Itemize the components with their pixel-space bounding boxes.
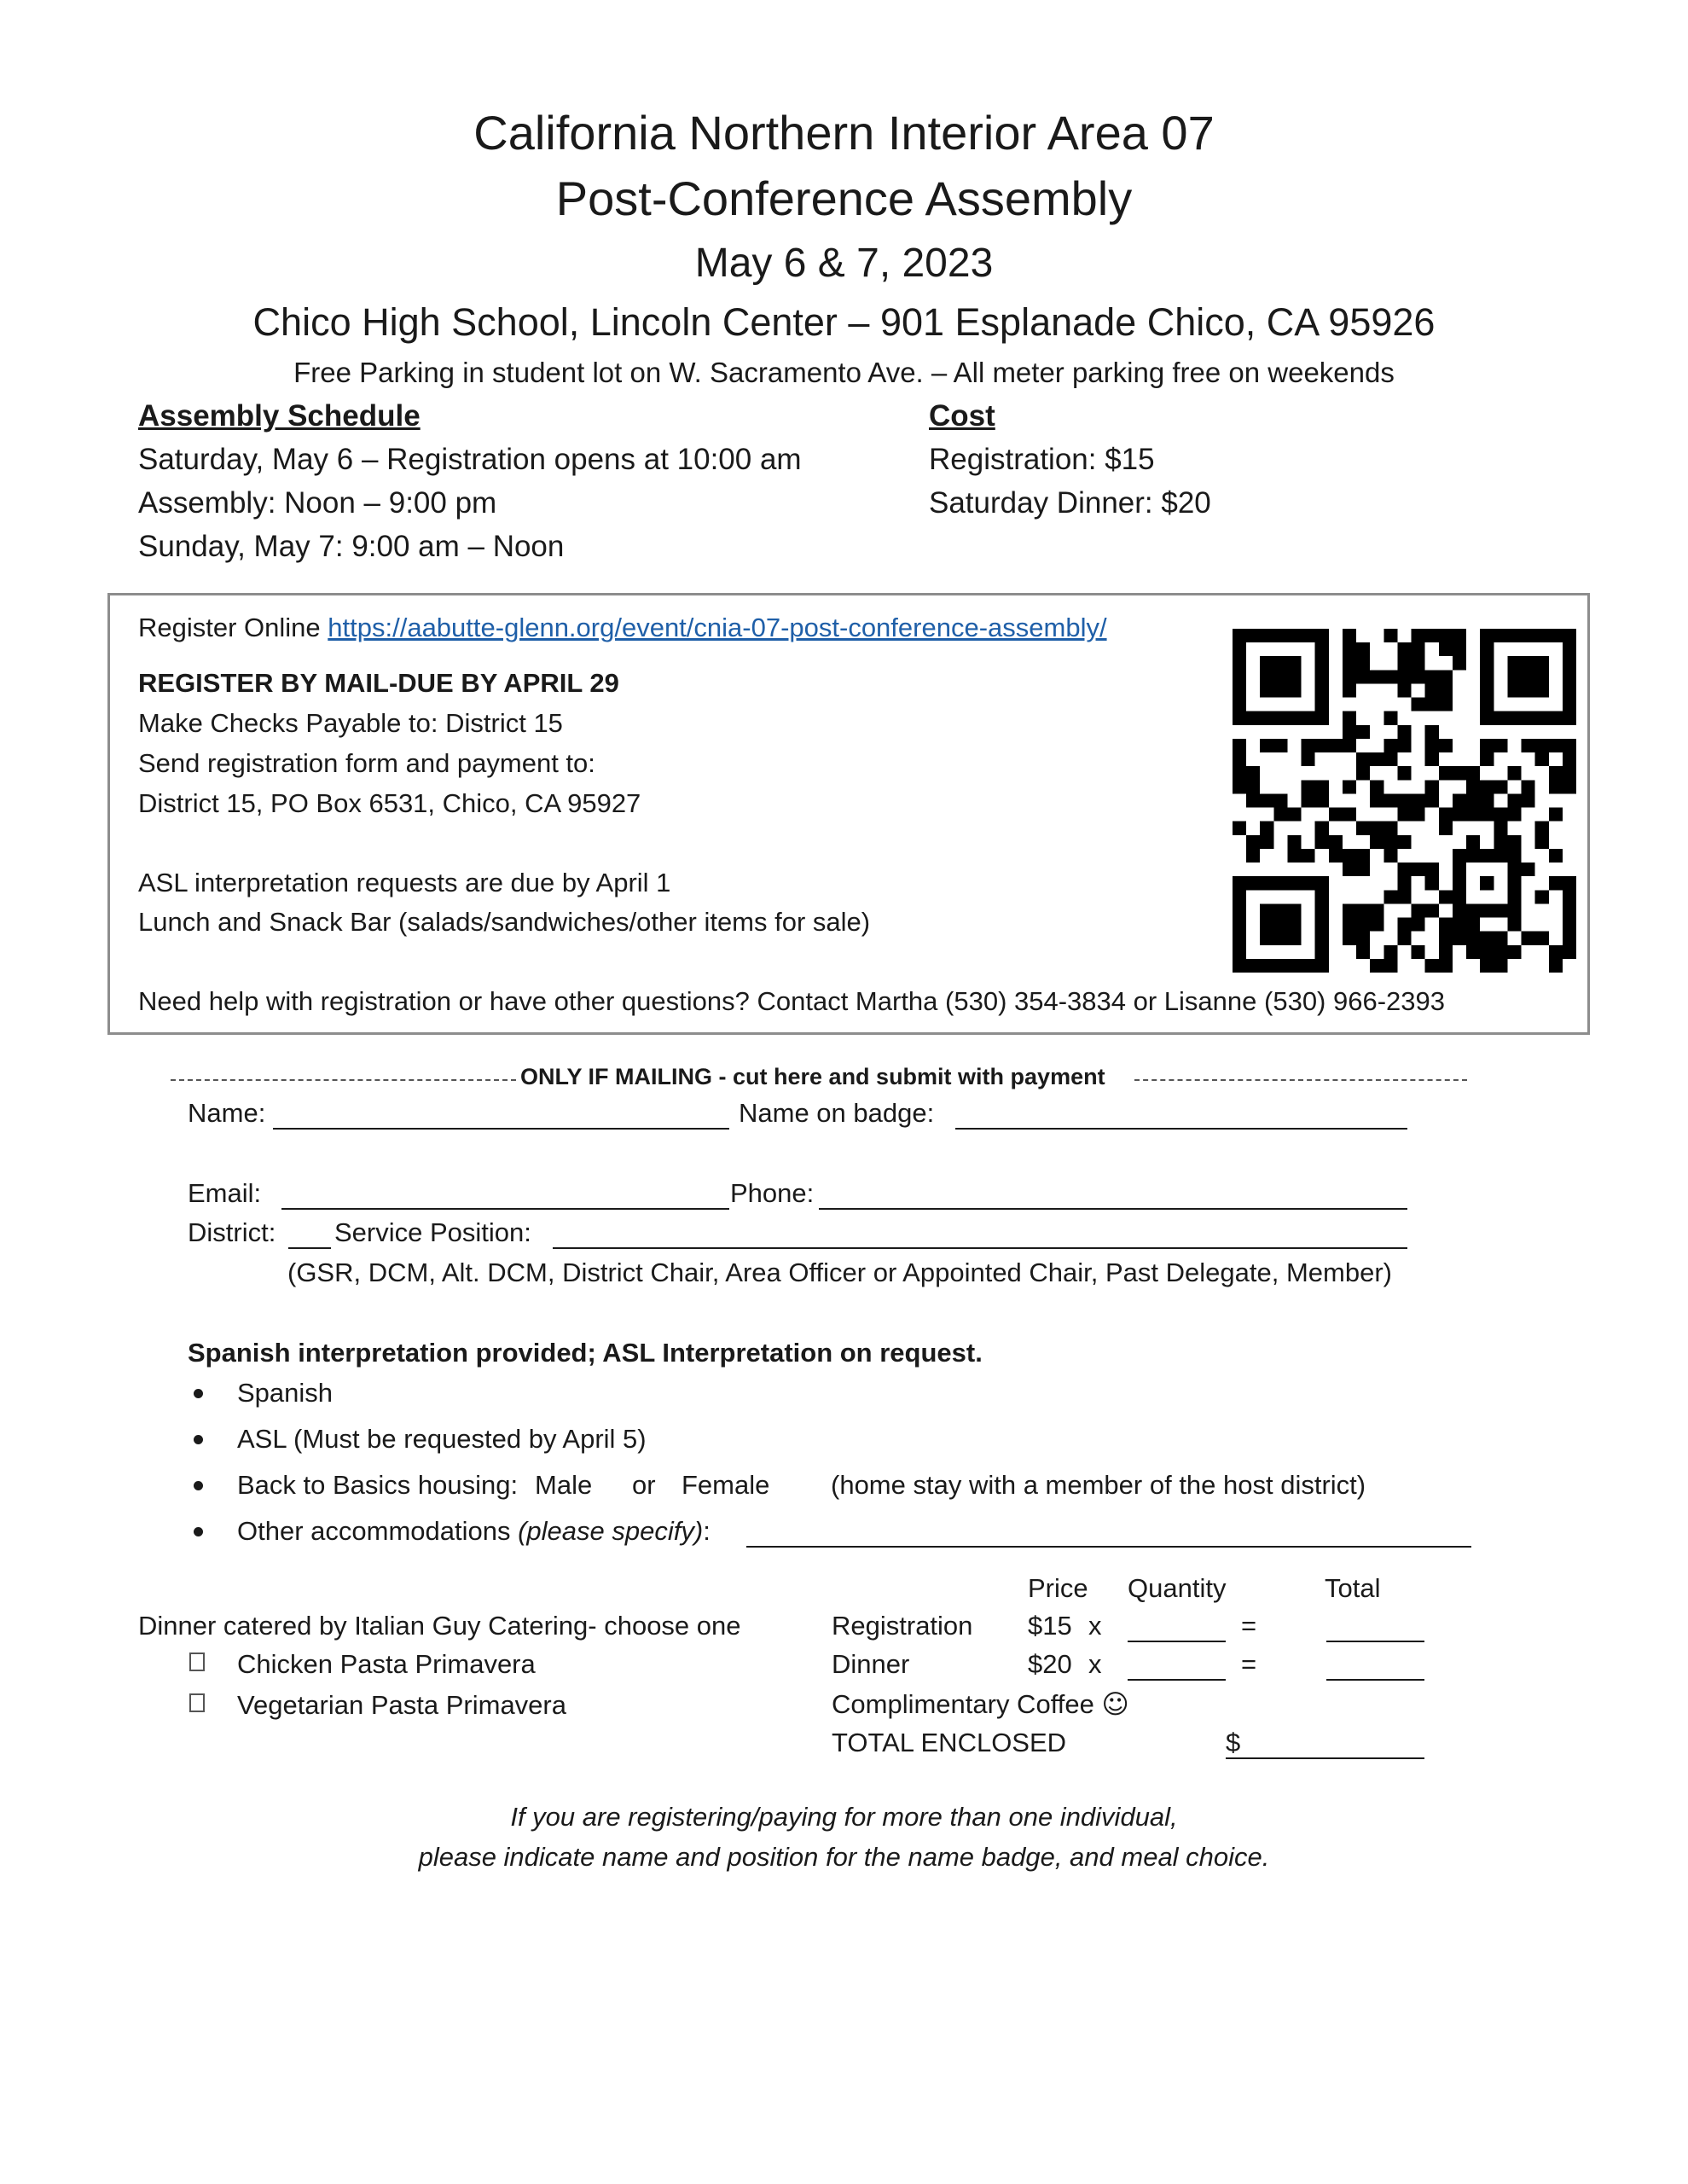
help-contact: Need help with registration or have other questions? Contact Martha (530) 354-3834 or Lisanne (530) 966-2393	[138, 986, 1446, 1016]
service-position-field[interactable]	[553, 1247, 1407, 1249]
badge-label: Name on badge:	[739, 1098, 935, 1128]
cost-line: Saturday Dinner: $20	[929, 486, 1211, 520]
vegetarian-checkbox[interactable]	[189, 1693, 205, 1712]
schedule-line: Saturday, May 6 – Registration opens at 10:00 am	[138, 443, 802, 476]
housing-note: (home stay with a member of the host district)	[831, 1470, 1366, 1500]
coffee-line	[832, 1691, 1129, 1718]
position-hint: (GSR, DCM, Alt. DCM, District Chair, Area Officer or Appointed Chair, Past Delegate, Member)	[287, 1258, 1392, 1287]
smiley-icon: ☺	[1101, 1689, 1129, 1720]
register-online-link[interactable]: https://aabutte-glenn.org/event/cnia-07-post-conference-assembly/	[328, 613, 1107, 642]
registration-price: $15	[1028, 1611, 1072, 1641]
cost-line: Registration: $15	[929, 443, 1155, 476]
footer-note-line1: If you are registering/paying for more than one individual,	[510, 1802, 1178, 1832]
mail-heading: REGISTER BY MAIL-DUE BY APRIL 29	[138, 668, 619, 698]
dinner-price: $20	[1028, 1649, 1072, 1679]
district-field[interactable]	[288, 1247, 331, 1249]
interpretation-heading: Spanish interpretation provided; ASL Interpretation on request.	[188, 1338, 983, 1368]
position-label: Service Position:	[334, 1217, 531, 1247]
phone-field[interactable]	[819, 1208, 1407, 1210]
cost-heading: Cost	[929, 399, 995, 433]
dinner-row-label: Dinner	[832, 1649, 910, 1679]
schedule-line: Assembly: Noon – 9:00 pm	[138, 486, 497, 520]
bullet-icon	[194, 1527, 203, 1536]
email-field[interactable]	[281, 1208, 729, 1210]
registration-x: x	[1088, 1611, 1102, 1641]
other-accommodations-field[interactable]	[746, 1546, 1471, 1548]
cut-line-label: ONLY IF MAILING - cut here and submit with payment	[520, 1064, 1105, 1089]
chicken-option: Chicken Pasta Primavera	[237, 1649, 536, 1679]
bullet-icon	[194, 1435, 203, 1444]
dinner-equals: =	[1241, 1649, 1257, 1679]
dinner-heading: Dinner catered by Italian Guy Catering- choose one	[138, 1611, 741, 1641]
parking-info: Free Parking in student lot on W. Sacramento Ave. – All meter parking free on weekends	[293, 357, 1395, 388]
mail-line: District 15, PO Box 6531, Chico, CA 95927	[138, 788, 641, 818]
vegetarian-option: Vegetarian Pasta Primavera	[237, 1690, 566, 1720]
dollar-sign: $	[1226, 1728, 1241, 1757]
total-enclosed-field[interactable]	[1226, 1757, 1424, 1759]
col-price: Price	[1028, 1573, 1088, 1603]
registration-equals: =	[1241, 1611, 1257, 1641]
qr-code-icon[interactable]	[1233, 629, 1576, 973]
event-dates: May 6 & 7, 2023	[694, 241, 994, 286]
housing-male-option[interactable]: Male	[535, 1470, 593, 1500]
registration-row-label: Registration	[832, 1611, 973, 1641]
registration-total-field[interactable]	[1326, 1641, 1424, 1642]
name-field[interactable]	[273, 1128, 729, 1130]
email-label: Email:	[188, 1178, 262, 1208]
registration-quantity-field[interactable]	[1128, 1641, 1226, 1642]
register-online-label: Register Online	[138, 613, 321, 642]
schedule-heading: Assembly Schedule	[138, 399, 421, 433]
badge-name-field[interactable]	[955, 1128, 1407, 1130]
venue-address: Chico High School, Lincoln Center – 901 Esplanade Chico, CA 95926	[252, 300, 1436, 344]
cut-line-right	[1134, 1079, 1467, 1081]
col-quantity: Quantity	[1128, 1573, 1227, 1603]
spanish-option[interactable]: Spanish	[237, 1378, 334, 1408]
col-total: Total	[1325, 1573, 1381, 1603]
asl-option[interactable]: ASL (Must be requested by April 5)	[237, 1424, 647, 1454]
housing-or: or	[632, 1470, 656, 1500]
register-online	[138, 614, 1107, 641]
schedule-line: Sunday, May 7: 9:00 am – Noon	[138, 530, 565, 563]
title-area: California Northern Interior Area 07	[473, 106, 1215, 160]
other-accommodations	[237, 1518, 711, 1544]
dinner-x: x	[1088, 1649, 1102, 1679]
district-label: District:	[188, 1217, 276, 1247]
title-assembly: Post-Conference Assembly	[555, 171, 1133, 225]
housing-label: Back to Basics housing:	[237, 1470, 519, 1500]
coffee-label: Complimentary Coffee	[832, 1689, 1094, 1719]
dinner-total-field[interactable]	[1326, 1679, 1424, 1681]
other-colon: :	[703, 1516, 711, 1546]
chicken-checkbox[interactable]	[189, 1653, 205, 1671]
cut-line-left	[171, 1079, 516, 1081]
bullet-icon	[194, 1481, 203, 1490]
other-label: Other accommodations	[237, 1516, 511, 1546]
dinner-quantity-field[interactable]	[1128, 1679, 1226, 1681]
mail-line: Send registration form and payment to:	[138, 748, 595, 778]
bullet-icon	[194, 1389, 203, 1398]
name-label: Name:	[188, 1098, 266, 1128]
footer-note-line2: please indicate name and position for the name badge, and meal choice.	[418, 1842, 1270, 1872]
housing-female-option[interactable]: Female	[682, 1470, 770, 1500]
mail-line: Make Checks Payable to: District 15	[138, 708, 563, 738]
note-line: Lunch and Snack Bar (salads/sandwiches/other items for sale)	[138, 907, 871, 937]
note-line: ASL interpretation requests are due by April 1	[138, 868, 671, 897]
other-hint: (please specify)	[518, 1516, 704, 1546]
total-enclosed-label: TOTAL ENCLOSED	[832, 1728, 1067, 1757]
phone-label: Phone:	[730, 1178, 815, 1208]
